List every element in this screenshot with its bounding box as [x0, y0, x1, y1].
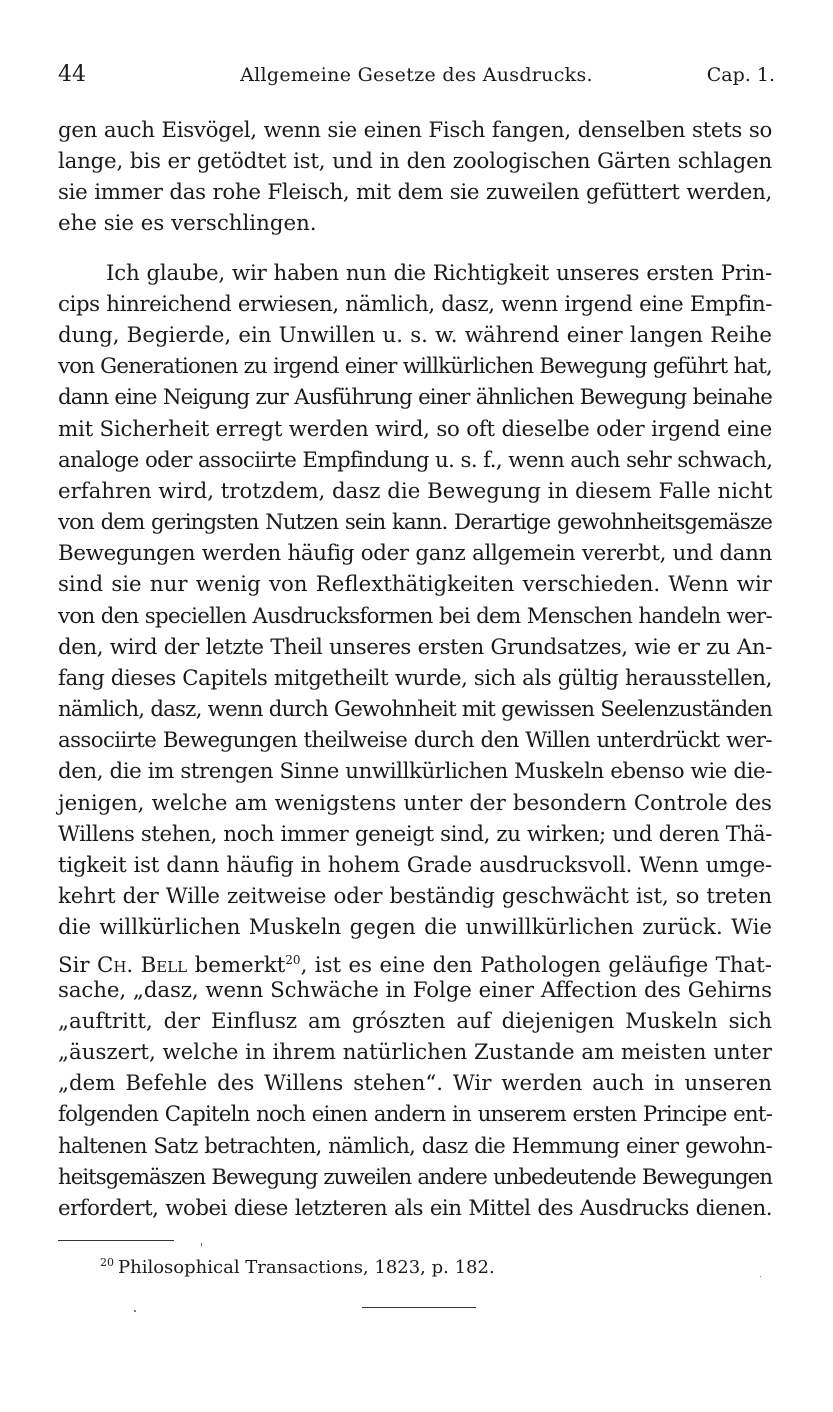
text-line: erfordert, wobei diese letzteren als ein Mittel des Ausdrucks dienen. — [58, 1196, 772, 1221]
text-line: fang dieses Capitels mitgetheilt wurde, sich als gültig herausstellen, — [58, 666, 772, 691]
text-line: gen auch Eisvögel, wenn sie einen Fisch fangen, denselben stets so — [58, 118, 772, 143]
end-rule — [362, 1307, 476, 1308]
text-line: folgenden Capiteln noch einen andern in unserem ersten Principe ent- — [58, 1102, 772, 1127]
text-line: lange, bis er getödtet ist, und in den zoologischen Gärten schlagen — [58, 149, 772, 174]
text-line: haltenen Satz betrachten, nämlich, dasz die Hemmung einer gewohn- — [58, 1134, 772, 1159]
author-name: Ch. Bell — [97, 953, 188, 978]
text-line: erfahren wird, trotzdem, dasz die Bewegung in diesem Falle nicht — [58, 479, 773, 504]
text-line: Bewegungen werden häufig oder ganz allgemein vererbt, und dann — [58, 541, 772, 566]
running-header — [58, 62, 775, 92]
text-line: „äuszert, welche in ihrem natürlichen Zustande am meisten unter — [58, 1040, 772, 1065]
text-line: sind sie nur wenig von Reflexthätigkeiten verschieden. Wenn wir — [58, 572, 772, 597]
text-line-with-citation — [58, 944, 772, 976]
footnote-reference[interactable]: 20 — [285, 953, 301, 967]
text-line: nämlich, dasz, wenn durch Gewohnheit mit gewissen Seelenzuständen — [58, 697, 772, 722]
text-line: tigkeit ist dann häufig in hohem Grade ausdrucksvoll. Wenn umge- — [58, 853, 772, 878]
text-line: Willens stehen, noch immer geneigt sind, zu wirken; und deren Thä- — [58, 822, 772, 847]
footnote-divider — [58, 1240, 174, 1241]
text-line: analoge oder associirte Empfindung u. s. f., wenn auch sehr schwach, — [58, 448, 773, 473]
text-line: dann eine Neigung zur Ausführung einer ähnlichen Bewegung beinahe — [58, 385, 772, 410]
text-line: „auftritt, der Einflusz am grószten auf diejenigen Muskeln sich — [58, 1009, 772, 1034]
footnote — [100, 1250, 495, 1281]
paper-speck — [760, 1276, 761, 1277]
text-line: Ich glaube, wir haben nun die Richtigkeit unseres ersten Prin- — [106, 261, 772, 286]
text-line: kehrt der Wille zeitweise oder beständig geschwächt ist, so treten — [58, 884, 772, 909]
text-line: dung, Begierde, ein Unwillen u. s. w. während einer langen Reihe — [58, 323, 772, 348]
chapter-label: Cap. 1. — [706, 64, 775, 86]
text-line: ehe sie es verschlingen. — [58, 211, 317, 236]
text-line: die willkürlichen Muskeln gegen die unwillkürlichen zurück. Wie — [58, 915, 772, 940]
text-fragment: , ist es eine den Pathologen geläufige That- — [300, 953, 772, 978]
footnote-text: Philosophical Transactions, 1823, p. 182. — [118, 1257, 495, 1278]
text-line: den, wird der letzte Theil unseres ersten Grundsatzes, wie er zu An- — [58, 635, 772, 660]
text-line: von dem geringsten Nutzen sein kann. Derartige gewohnheitsgemäsze — [58, 510, 772, 535]
text-line: von den speciellen Ausdrucksformen bei dem Menschen handeln wer- — [58, 604, 772, 629]
paper-speck — [201, 1243, 202, 1246]
text-line: „dem Befehle des Willens stehen“. Wir werden auch in unseren — [58, 1071, 772, 1096]
text-line: jenigen, welche am wenigstens unter der besondern Controle des — [58, 791, 772, 816]
text-line: den, die im strengen Sinne unwillkürlichen Muskeln ebenso wie die- — [58, 759, 772, 784]
text-line: cips hinreichend erwiesen, nämlich, dasz, wenn irgend eine Empfin- — [58, 292, 772, 317]
footnote-number: 20 — [100, 1256, 114, 1269]
page-number: 44 — [58, 62, 86, 87]
text-fragment: bemerkt — [187, 953, 286, 978]
text-fragment: Sir — [58, 953, 98, 978]
text-line: mit Sicherheit erregt werden wird, so oft dieselbe oder irgend eine — [58, 417, 772, 442]
text-line: sie immer das rohe Fleisch, mit dem sie zuweilen gefüttert werden, — [58, 180, 772, 205]
text-line: heitsgemäszen Bewegung zuweilen andere unbedeutende Bewegungen — [58, 1165, 772, 1190]
paper-speck — [134, 1310, 136, 1312]
running-title: Allgemeine Gesetze des Ausdrucks. — [240, 64, 593, 86]
text-line: von Generationen zu irgend einer willkürlichen Bewegung geführt hat, — [58, 354, 772, 379]
text-line: sache, „dasz, wenn Schwäche in Folge einer Affection des Gehirns — [58, 978, 772, 1003]
text-line: associirte Bewegungen theilweise durch den Willen unterdrückt wer- — [58, 728, 772, 753]
